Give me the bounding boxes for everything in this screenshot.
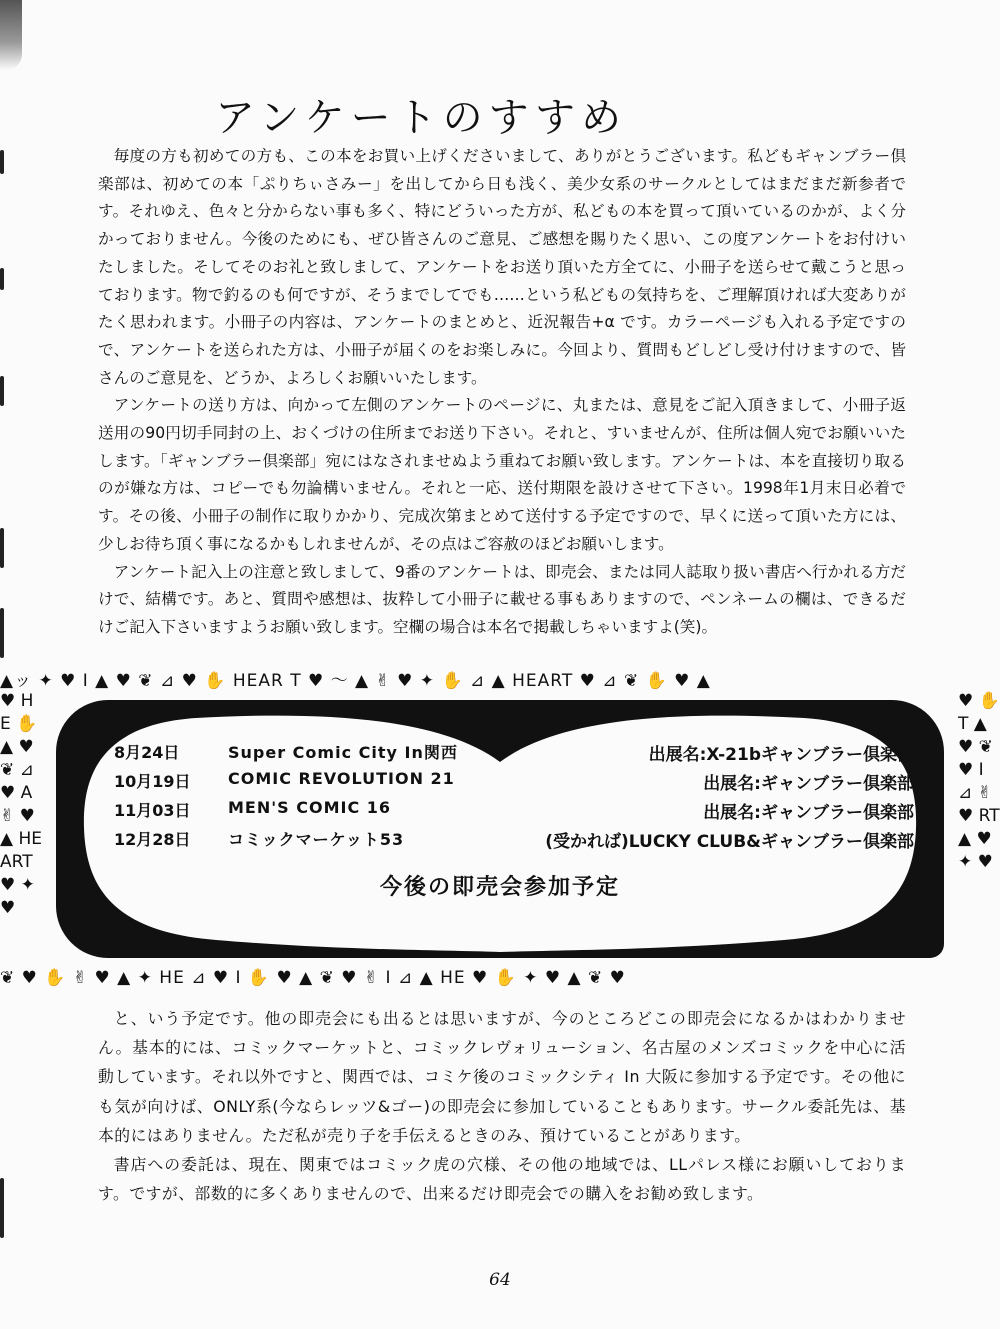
page-title: アンケートのすすめ	[215, 95, 627, 141]
heart-border-bottom: ❦ ♥ ✋ ✌ ♥ ▲ ✦ HE ⊿ ♥ I ✋ ♥ ▲ ❦ ♥ ✌ I ⊿ ▲ HE ♥ ✋ ✦ ♥ ▲ ❦ ♥	[0, 968, 626, 988]
event-name: COMIC REVOLUTION 21	[228, 769, 455, 788]
event-date: 10月19日	[114, 772, 191, 791]
event-row	[114, 740, 914, 769]
left-edge-scan-marks	[0, 0, 12, 1329]
page-number: 64	[489, 1270, 511, 1290]
event-date: 11月03日	[114, 801, 191, 820]
event-row	[114, 827, 914, 856]
intro-paragraph-1: 毎度の方も初めての方も、この本をお買い上げくださいまして、ありがとうございます。私どもギャンブラー倶楽部は、初めての本「ぷりちぃさみー」を出してから日も浅く、美少女系のサークルとしてはまだまだ新参者です。それゆえ、色々と分からない事も多く、特にどういった方が、私どもの本を買って頂いているのかが、よく分かっておりません。今後のためにも、ぜひ皆さんのご意見、ご感想を賜りたく思い、この度アンケートをお付けいたしました。そしてそのお礼と致しまして、アンケートをお送り頂いた方全てに、小冊子を送らせて戴こうと思っております。物で釣るのも何ですが、そうまでしてでも……という私どもの気持ちを、ご理解頂ければ大変ありがたく思われます。小冊子の内容は、アンケートのまとめと、近況報告+α です。カラーページも入れる予定ですので、アンケートを送られた方は、小冊子が届くのをお楽しみに。今回より、質問もどしどし受け付けますので、皆さんのご意見を、どうか、よろしくお願いいたします。	[98, 147, 906, 387]
event-exhibitor: 出展名:X-21bギャンブラー倶楽部	[648, 745, 914, 765]
heart-border-left: ♥ HE ✋ ▲ ♥ ❦ ⊿ ♥ A ✌ ♥ ▲ HEART ♥ ✦ ♥	[0, 691, 42, 918]
event-row	[114, 798, 914, 827]
intro-text-block	[98, 143, 906, 642]
event-exhibitor: 出展名:ギャンブラー倶楽部	[703, 774, 914, 794]
event-name: MEN'S COMIC 16	[228, 798, 392, 817]
heart-border-right: ♥ ✋ T ▲ ♥ ❦ ♥ I ⊿ ✌ ♥ RT ▲ ♥ ✦ ♥	[958, 691, 1000, 872]
event-date: 12月28日	[114, 830, 191, 849]
intro-paragraph-2: アンケートの送り方は、向かって左側のアンケートのページに、丸または、意見をご記入頂きまして、小冊子返送用の90円切手同封の上、おくづけの住所までお送り下さい。それと、すいませんが、住所は個人宛でお願いいたします。「ギャンブラー倶楽部」宛にはなされませぬよう重ねてお願い致します。アンケートは、本を直接切り取るのが嫌な方は、コピーでも勿論構いません。それと一応、送付期限を設けさせて下さい。1998年1月末日必着です。その後、小冊子の制作に取りかかり、完成次第まとめて送付する予定ですので、早くに送って頂いた方には、少しお待ち頂く事になるかもしれませんが、その点はご容赦のほどお願いします。	[98, 396, 906, 553]
event-schedule-caption: 今後の即売会参加予定	[379, 875, 620, 900]
intro-paragraph-3: アンケート記入上の注意と致しまして、9番のアンケートは、即売会、または同人誌取り扱い書店へ行かれる方だけで、結構です。あと、質問や感想は、抜粋して小冊子に載せる事もありますので、ペンネームの欄は、できるだけご記入下さいますようお願い致します。空欄の場合は本名で掲載しちゃいますよ(笑)。	[98, 562, 906, 636]
event-name: Super Comic City In関西	[228, 743, 458, 762]
outro-text-block	[98, 1004, 906, 1208]
heart-border-top: ▲ッ ✦ ♥ I ▲ ♥ ❦ ⊿ ♥ ✋ HEAR T ♥ 〜 ▲ ✌ ♥ ✦ ✋ ⊿ ▲ HEART ♥ ⊿ ❦ ✋ ♥ ▲	[0, 671, 711, 691]
outro-paragraph-1: と、いう予定です。他の即売会にも出るとは思いますが、今のところどこの即売会になるかはわかりません。基本的には、コミックマーケットと、コミックレヴォリューション、名古屋のメンズコミックを中心に活動しています。それ以外ですと、関西では、コミケ後のコミックシティ In 大阪に参加する予定です。その他にも気が向けば、ONLY系(今ならレッツ&ゴー)の即売会に参加していることもあります。サークル委託先は、基本的にはありません。ただ私が売り子を手伝えるときのみ、預けていることがあります。	[98, 1009, 906, 1145]
outro-paragraph-2: 書店への委託は、現在、関東ではコミック虎の穴様、その他の地域では、LLパレス様にお願いしております。ですが、部数的に多くありませんので、出来るだけ即売会での購入をお勧め致します。	[98, 1155, 906, 1204]
event-row	[114, 769, 914, 798]
event-exhibitor: (受かれば)LUCKY CLUB&ギャンブラー倶楽部	[545, 832, 914, 852]
event-name: コミックマーケット53	[228, 830, 405, 849]
event-exhibitor: 出展名:ギャンブラー倶楽部	[703, 803, 914, 823]
event-schedule-table	[114, 740, 914, 856]
event-date: 8月24日	[114, 743, 180, 762]
